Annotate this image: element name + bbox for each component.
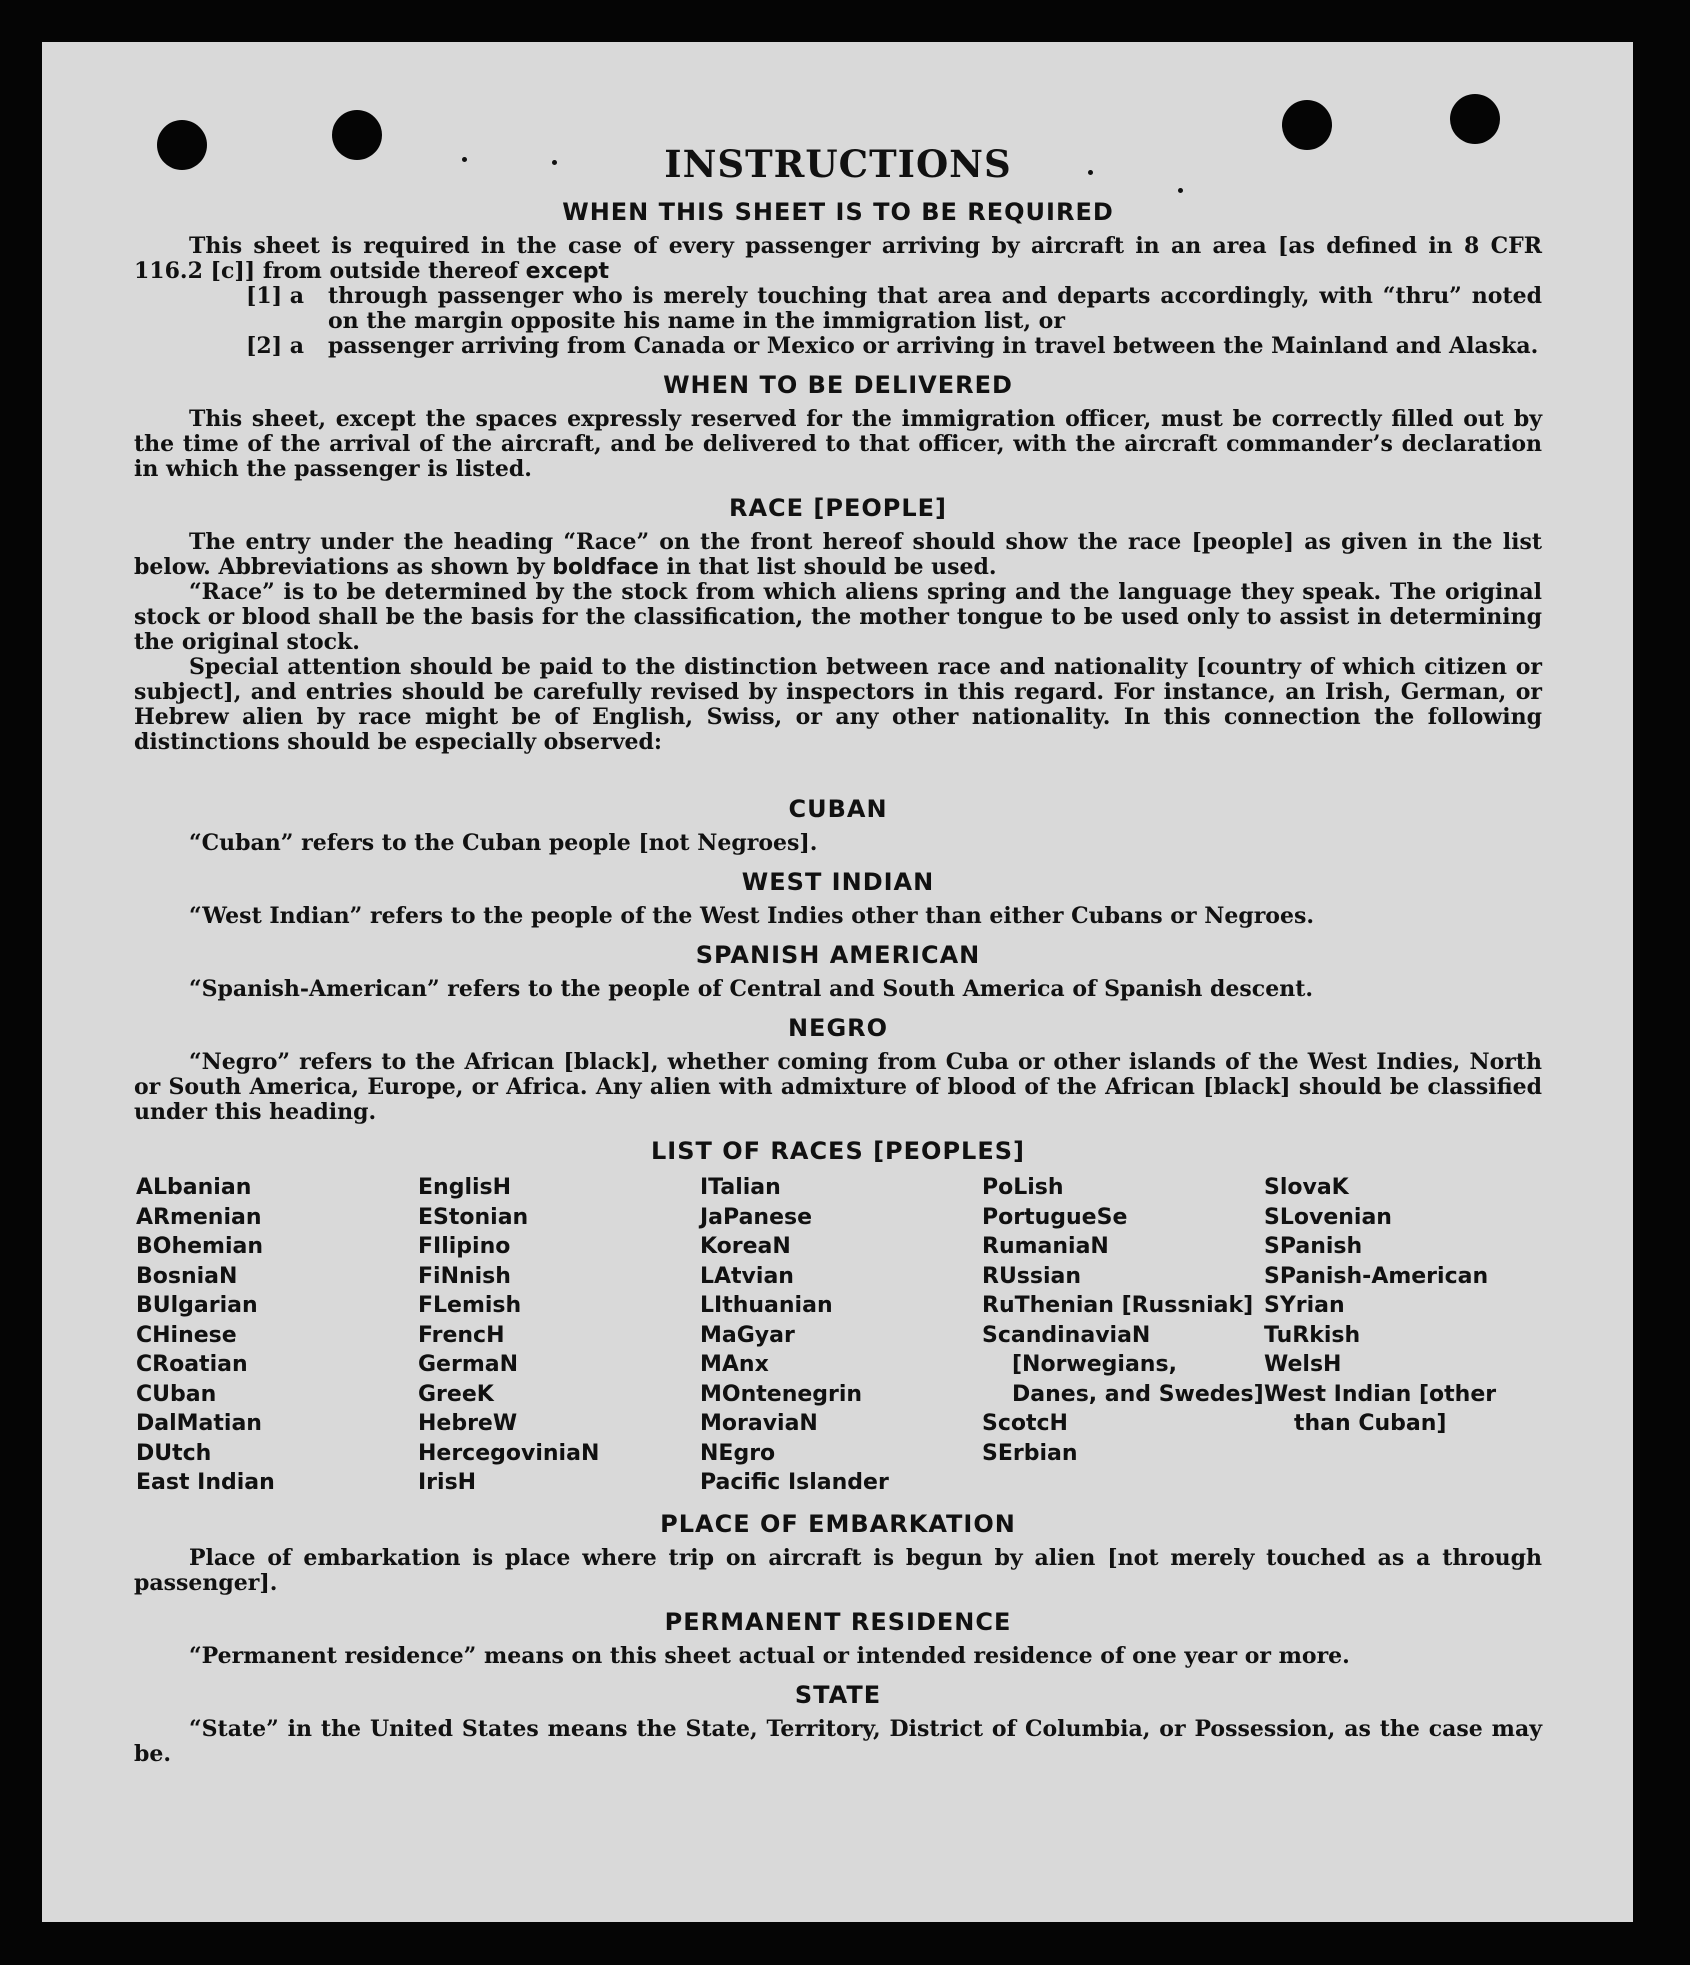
races-column bbox=[982, 1173, 1264, 1498]
race-entry: ARmenian bbox=[136, 1204, 262, 1230]
when-required-text: This sheet is required in the case of every passenger arriving by aircraft in an area [as defined in 8 CFR 116.2 [c]] from outside thereof except bbox=[134, 233, 1542, 284]
heading-embarkation: PLACE OF EMBARKATION bbox=[660, 1509, 1016, 1538]
race-entry: MAnx bbox=[700, 1352, 769, 1377]
heading-state: STATE bbox=[794, 1680, 882, 1709]
heading-race: RACE [PEOPLE] bbox=[728, 494, 948, 522]
race-entry: PortugueSe bbox=[982, 1204, 1128, 1230]
race-entry: SYrian bbox=[1264, 1293, 1345, 1318]
race-entry: BosniaN bbox=[136, 1263, 238, 1289]
residence-text: “Permanent residence” means on this sheet actual or intended residence of one year or more. bbox=[189, 1642, 1350, 1669]
races-column bbox=[1264, 1173, 1534, 1498]
race-entry: East Indian bbox=[136, 1470, 275, 1495]
race-entry: SErbian bbox=[982, 1440, 1078, 1466]
embarkation-text: Place of embarkation is place where trip on aircraft is begun by alien [not merely touched as a through passenger]. bbox=[134, 1544, 1542, 1596]
race-entry: FIlipino bbox=[418, 1234, 511, 1259]
race-entry: KoreaN bbox=[700, 1234, 791, 1259]
race-entry: DUtch bbox=[136, 1440, 212, 1466]
race-entry: Pacific Islander bbox=[700, 1470, 889, 1495]
race-paragraph: The entry under the heading “Race” on the front hereof should show the race [people] as given in the list below. Abbreviations as shown by boldface in that list should be used. bbox=[134, 529, 1542, 580]
race-entry: SPanish-American bbox=[1264, 1263, 1489, 1289]
race-entry: DalMatian bbox=[136, 1411, 262, 1436]
race-entry: MOntenegrin bbox=[700, 1381, 863, 1407]
races-column bbox=[418, 1173, 700, 1498]
heading-when-delivered: WHEN TO BE DELIVERED bbox=[663, 371, 1013, 399]
races-list bbox=[136, 1173, 1542, 1498]
race-entry: ALbanian bbox=[136, 1175, 252, 1200]
race-entry: BUlgarian bbox=[136, 1293, 258, 1318]
race-entry: FiNnish bbox=[418, 1263, 511, 1289]
heading-list-of-races: LIST OF RACES [PEOPLES] bbox=[651, 1137, 1025, 1165]
heading-spanish-american: SPANISH AMERICAN bbox=[695, 941, 981, 969]
instructions-content bbox=[134, 142, 1542, 1767]
race-entry: FrencH bbox=[418, 1322, 505, 1348]
race-entry: MoraviaN bbox=[700, 1411, 818, 1436]
race-entry: TuRkish bbox=[1264, 1322, 1361, 1348]
race-entry: SLovenian bbox=[1264, 1204, 1392, 1230]
race-entry: ScandinaviaN [Norwegians, Danes, and Swedes] bbox=[982, 1322, 1264, 1407]
when-delivered-text: This sheet, except the spaces expressly reserved for the immigration officer, must be correctly filled out by the time of the arrival of the aircraft, and be delivered to that officer, with the aircraft commander’s declaration in which the passenger is listed. bbox=[134, 406, 1542, 482]
race-entry: LIthuanian bbox=[700, 1293, 833, 1318]
race-entry: SlovaK bbox=[1264, 1175, 1349, 1200]
races-column bbox=[700, 1173, 982, 1498]
spanish-american-text: “Spanish-American” refers to the people of Central and South America of Spanish descent. bbox=[189, 976, 1314, 1002]
race-entry: BOhemian bbox=[136, 1234, 264, 1259]
race-entry: NEgro bbox=[700, 1440, 776, 1466]
race-entry: CHinese bbox=[136, 1322, 237, 1348]
heading-permanent-residence: PERMANENT RESIDENCE bbox=[664, 1607, 1012, 1636]
race-entry: CRoatian bbox=[136, 1352, 248, 1377]
race-entry: RumaniaN bbox=[982, 1234, 1109, 1259]
race-entry: MaGyar bbox=[700, 1322, 795, 1348]
race-paragraph: Special attention should be paid to the distinction between race and nationality [country of which citizen or subject], and entries should be carefully revised by inspectors in this regard. For instance, an Irish, German, or Hebrew alien by race might be of English, Swiss, or any other nationality. In this connection the following distinctions should be especially observed: bbox=[134, 654, 1542, 755]
state-text: “State” in the United States means the State, Territory, District of Columbia, or Possession, as the case may be. bbox=[134, 1715, 1542, 1767]
race-entry: FLemish bbox=[418, 1293, 522, 1318]
heading-west-indian: WEST INDIAN bbox=[741, 868, 935, 896]
race-entry: GermaN bbox=[418, 1352, 519, 1377]
punch-hole bbox=[1450, 94, 1500, 144]
race-entry: ScotcH bbox=[982, 1411, 1068, 1436]
race-entry: HebreW bbox=[418, 1411, 518, 1436]
document-sheet bbox=[42, 42, 1633, 1922]
exception-item: [1] a through passenger who is merely touching that area and departs accordingly, with “thru” noted on the margin opposite his name in the immigration list, or bbox=[246, 283, 1542, 334]
race-paragraph: “Race” is to be determined by the stock from which aliens spring and the language they speak. The original stock or blood shall be the basis for the classification, the mother tongue to be used only to assist in determining the original stock. bbox=[134, 579, 1542, 655]
race-entry: IrisH bbox=[418, 1470, 477, 1495]
race-entry: RuThenian [Russniak] bbox=[982, 1293, 1254, 1318]
race-entry: West Indian [other than Cuban] bbox=[1264, 1381, 1497, 1436]
race-entry: HercegoviniaN bbox=[418, 1440, 600, 1466]
heading-cuban: CUBAN bbox=[788, 795, 888, 823]
negro-text: “Negro” refers to the African [black], whether coming from Cuba or other islands of the West Indies, North or South America, Europe, or Africa. Any alien with admixture of blood of the African [black] should be classified under this heading. bbox=[134, 1049, 1542, 1125]
race-entry: PoLish bbox=[982, 1175, 1064, 1200]
heading-negro: NEGRO bbox=[787, 1014, 889, 1042]
race-entry: RUssian bbox=[982, 1263, 1082, 1289]
race-entry: WelsH bbox=[1264, 1352, 1342, 1377]
races-column bbox=[136, 1173, 418, 1498]
race-entry: LAtvian bbox=[700, 1263, 794, 1289]
race-entry: CUban bbox=[136, 1381, 217, 1407]
race-entry: ITalian bbox=[700, 1175, 781, 1200]
race-entry: EStonian bbox=[418, 1204, 529, 1230]
exception-item: [2] a passenger arriving from Canada or Mexico or arriving in travel between the Mainland and Alaska. bbox=[246, 333, 1539, 359]
race-entry: JaPanese bbox=[700, 1204, 813, 1230]
cuban-text: “Cuban” refers to the Cuban people [not Negroes]. bbox=[189, 830, 818, 856]
page-title: INSTRUCTIONS bbox=[664, 142, 1012, 186]
west-indian-text: “West Indian” refers to the people of the West Indies other than either Cubans or Negroes. bbox=[189, 903, 1315, 929]
race-entry: GreeK bbox=[418, 1381, 494, 1407]
race-entry: SPanish bbox=[1264, 1234, 1363, 1259]
race-entry: EnglisH bbox=[418, 1175, 512, 1200]
heading-when-required: WHEN THIS SHEET IS TO BE REQUIRED bbox=[562, 198, 1114, 226]
